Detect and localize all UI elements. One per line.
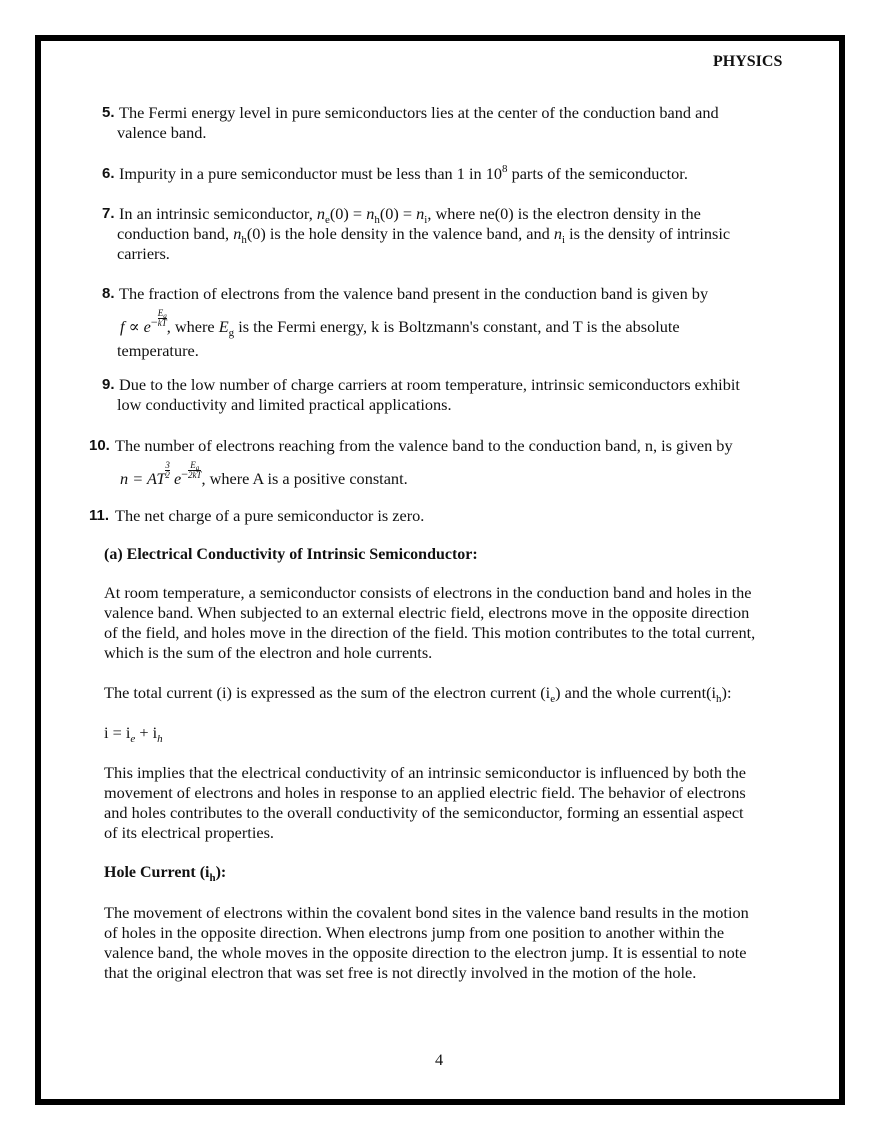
- math: (0) =: [379, 204, 417, 223]
- item-text: temperature.: [117, 341, 199, 360]
- denominator: 2kT: [187, 470, 202, 480]
- math: + i: [135, 723, 158, 742]
- running-header: PHYSICS: [713, 53, 783, 70]
- paragraph-line: valence band, the whole moves in the opposite direction to the electron jump. It is essential to note: [104, 943, 747, 962]
- math: e: [173, 469, 182, 488]
- fraction: [158, 309, 167, 328]
- denominator: 2: [165, 470, 170, 480]
- item-text: carriers.: [117, 244, 170, 263]
- denominator: kT: [157, 318, 167, 328]
- item-number: 7.: [102, 205, 115, 222]
- paragraph-line: At room temperature, a semiconductor consists of electrons in the conduction band and holes in the: [104, 583, 752, 602]
- math: E: [218, 317, 229, 336]
- formula-line: [120, 461, 408, 489]
- paragraph-line: of the field, and holes move in the direction of the field. This motion contributes to the total current,: [104, 623, 756, 642]
- subscript: h: [716, 693, 722, 705]
- item-number: 5.: [102, 104, 115, 121]
- paragraph-line: The movement of electrons within the covalent bond sites in the valence band results in the motion: [104, 903, 749, 922]
- math: f ∝ e: [120, 317, 151, 336]
- item-text: Due to the low number of charge carriers at room temperature, intrinsic semiconductors exhibit: [119, 375, 740, 394]
- item-text: The net charge of a pure semiconductor is zero.: [115, 506, 425, 525]
- text: , where: [166, 317, 219, 336]
- numerator-sub: g: [163, 312, 167, 320]
- item-text: The fraction of electrons from the valence band present in the conduction band is given by: [119, 284, 709, 303]
- numerator-sub: g: [195, 464, 200, 472]
- math-sub: e: [324, 214, 330, 226]
- formula-line: [120, 309, 680, 337]
- item-text: valence band.: [117, 123, 207, 142]
- item-number: 10.: [89, 437, 110, 454]
- subscript: e: [550, 693, 556, 705]
- text: is the Fermi energy, k is Boltzmann's constant, and T is the absolute: [234, 317, 680, 336]
- item-number: 9.: [102, 376, 115, 393]
- math-sub: h: [374, 214, 380, 226]
- math-sub: g: [228, 327, 235, 339]
- paragraph-line: that the original electron that was set free is not directly involved in the motion of the hole.: [104, 963, 697, 982]
- text: parts of the semiconductor.: [507, 164, 688, 183]
- math: (0): [246, 224, 266, 243]
- section-heading: (a) Electrical Conductivity of Intrinsic Semiconductor:: [104, 546, 478, 563]
- math: i = i: [104, 723, 131, 742]
- text: Impurity in a pure semiconductor must be less than 1 in 10: [119, 164, 502, 183]
- math-minus: −: [150, 315, 158, 329]
- math: n: [316, 204, 325, 223]
- math: n: [416, 204, 425, 223]
- item-number: 8.: [102, 285, 115, 302]
- equation: [104, 723, 163, 743]
- item-text: [117, 224, 730, 244]
- text: is the hole density in the valence band, and: [265, 224, 554, 243]
- numerator: E: [190, 460, 196, 470]
- text: ):: [721, 683, 732, 702]
- item-text: The Fermi energy level in pure semiconductors lies at the center of the conduction band and: [119, 103, 719, 122]
- text: The total current (i) is expressed as the sum of the electron current (i: [104, 683, 551, 702]
- item-number: 6.: [102, 165, 115, 182]
- text: Hole Current (i: [104, 864, 210, 881]
- paragraph-line: and holes contributes to the overall conductivity of the semiconductor, forming an essential aspect: [104, 803, 744, 822]
- paragraph-line: This implies that the electrical conductivity of an intrinsic semiconductor is influenced by both the: [104, 763, 747, 782]
- math-sub: e: [130, 733, 136, 745]
- math-sub: h: [241, 234, 247, 246]
- item-text: low conductivity and limited practical applications.: [117, 395, 452, 414]
- numerator: E: [157, 308, 164, 318]
- text: , where A is a positive constant.: [201, 469, 408, 488]
- math: n: [366, 204, 375, 223]
- math-minus: −: [181, 467, 188, 481]
- hole-current-heading: [104, 863, 226, 883]
- item-text: [119, 164, 688, 184]
- item-text: The number of electrons reaching from the valence band to the conduction band, n, is given by: [115, 436, 733, 455]
- numerator: 3: [165, 460, 170, 470]
- math: n: [233, 224, 242, 243]
- page-number: 4: [435, 1050, 444, 1069]
- paragraph: [104, 683, 732, 703]
- text: In an intrinsic semiconductor,: [119, 204, 317, 223]
- exponent: 8: [502, 163, 508, 175]
- subscript: h: [209, 872, 216, 884]
- math-sub: i: [561, 234, 566, 246]
- paragraph-line: valence band. When subjected to an external electric field, electrons move in the opposite direction: [104, 603, 750, 622]
- text: conduction band,: [117, 224, 234, 243]
- paragraph-line: which is the sum of the electron and hole currents.: [104, 643, 433, 662]
- math: n = AT: [120, 469, 166, 488]
- paragraph-line: movement of electrons and holes in response to an applied electric field. The behavior of electrons: [104, 783, 746, 802]
- fraction: [188, 461, 202, 480]
- math: (0) =: [329, 204, 367, 223]
- math-sub: i: [424, 214, 428, 226]
- item-number: 11.: [89, 507, 110, 524]
- item-text: [119, 204, 701, 224]
- exponent-fraction: [165, 461, 170, 480]
- paragraph-line: of holes in the opposite direction. When electrons jump from one position to another within the: [104, 923, 725, 942]
- text: is the density of intrinsic: [565, 224, 731, 243]
- text: ):: [215, 864, 227, 881]
- math: n: [553, 224, 562, 243]
- text: , where ne(0) is the electron density in the: [427, 204, 701, 223]
- math-sub: h: [157, 733, 163, 745]
- text: ) and the whole current(i: [555, 683, 717, 702]
- paragraph-line: of its electrical properties.: [104, 823, 274, 842]
